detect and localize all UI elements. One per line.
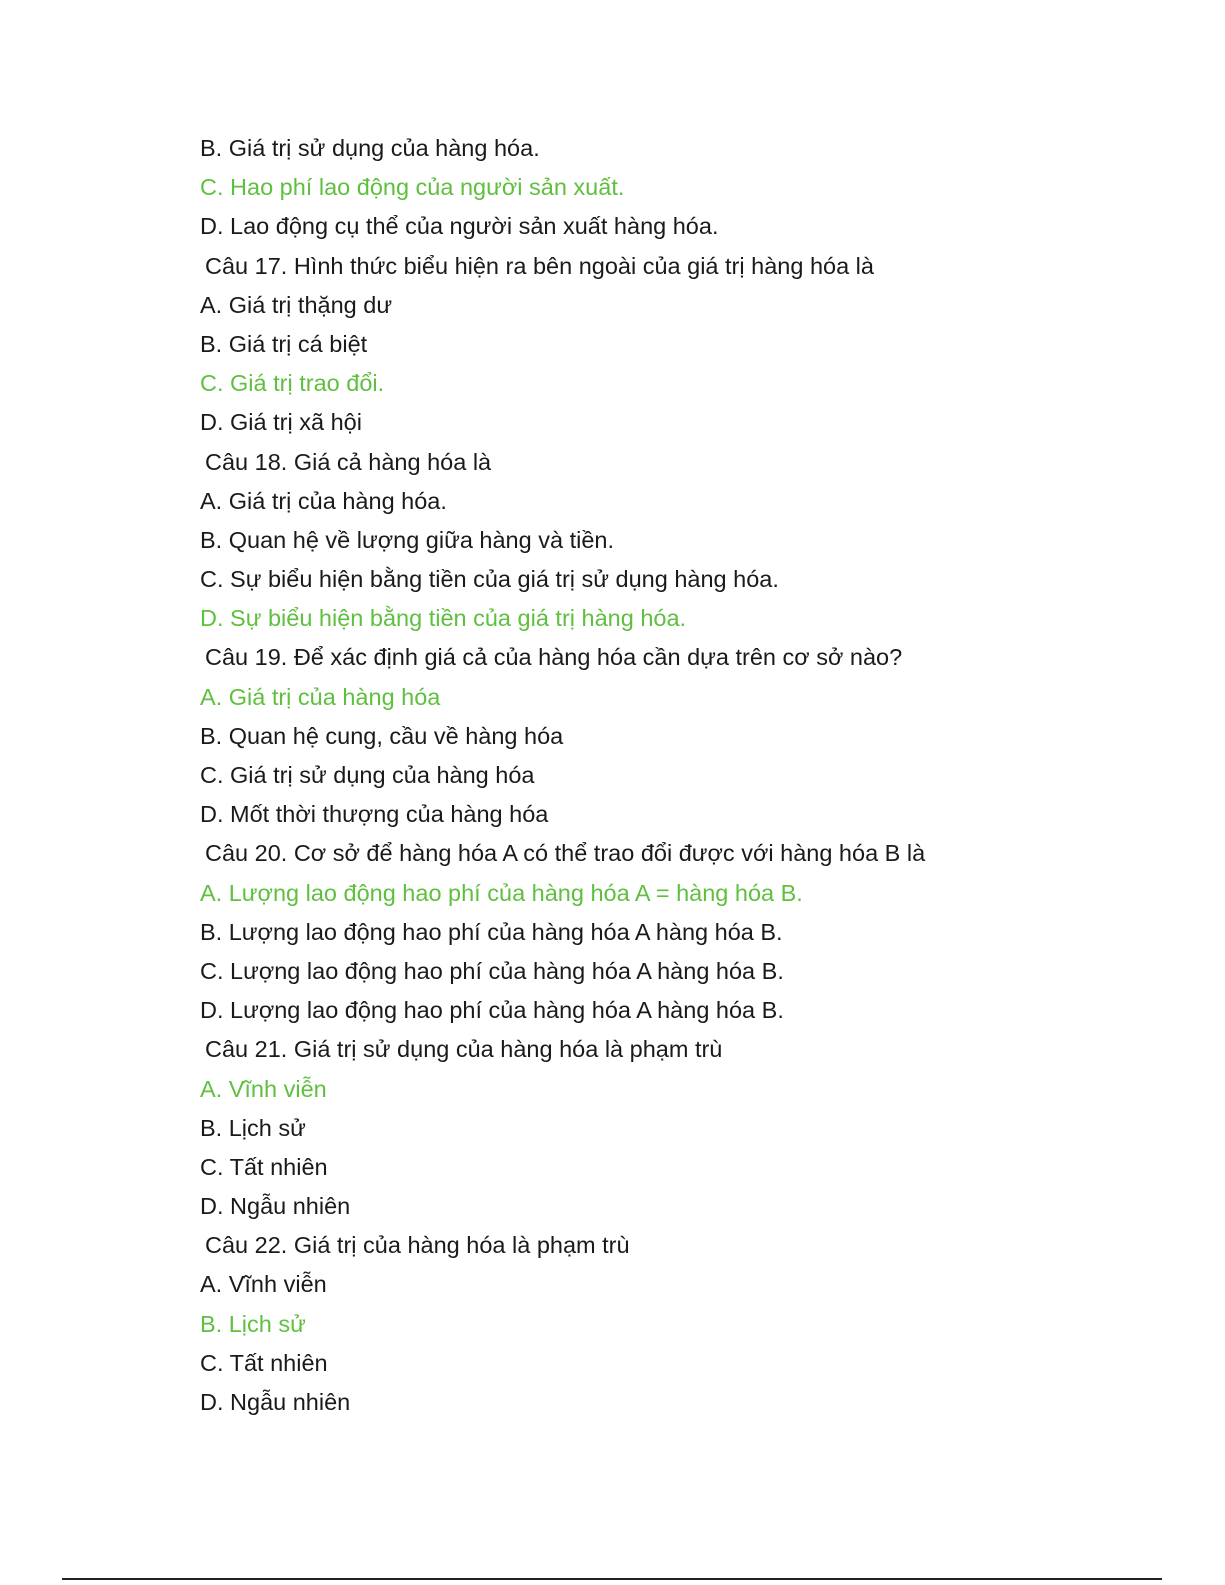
answer-option: C. Sự biểu hiện bằng tiền của giá trị sử dụng hàng hóa.: [200, 566, 779, 593]
answer-option-correct: A. Lượng lao động hao phí của hàng hóa A = hàng hóa B.: [200, 879, 803, 906]
answer-option: C. Tất nhiên: [200, 1153, 328, 1180]
answer-option-correct: B. Lịch sử: [200, 1310, 306, 1337]
answer-option-correct: A. Giá trị của hàng hóa: [200, 683, 441, 710]
answer-option: D. Giá trị xã hội: [200, 409, 362, 436]
answer-option: B. Lịch sử: [200, 1114, 306, 1141]
quiz-content: [200, 129, 1160, 1422]
answer-option-correct: D. Sự biểu hiện bằng tiền của giá trị hàng hóa.: [200, 605, 687, 632]
answer-option: A. Giá trị của hàng hóa.: [200, 487, 447, 514]
answer-option: C. Tất nhiên: [200, 1349, 328, 1376]
question-text: Câu 21. Giá trị sử dụng của hàng hóa là phạm trù: [205, 1036, 723, 1063]
question-text: Câu 17. Hình thức biểu hiện ra bên ngoài của giá trị hàng hóa là: [205, 252, 874, 279]
answer-option: B. Quan hệ về lượng giữa hàng và tiền.: [200, 526, 614, 553]
page-bottom-divider: [62, 1578, 1162, 1580]
answer-option: A. Giá trị thặng dư: [200, 291, 393, 318]
answer-option-correct: C. Hao phí lao động của người sản xuất.: [200, 174, 625, 201]
answer-option: D. Ngẫu nhiên: [200, 1389, 351, 1415]
answer-option: D. Mốt thời thượng của hàng hóa: [200, 801, 549, 828]
question-text: Câu 18. Giá cả hàng hóa là: [205, 448, 492, 475]
answer-option: D. Ngẫu nhiên: [200, 1193, 351, 1220]
answer-option: D. Lao động cụ thể của người sản xuất hàng hóa.: [200, 213, 719, 240]
answer-option: B. Lượng lao động hao phí của hàng hóa A hàng hóa B.: [200, 918, 783, 945]
question-text: Câu 22. Giá trị của hàng hóa là phạm trù: [205, 1232, 630, 1259]
answer-option: A. Vĩnh viễn: [200, 1271, 327, 1298]
answer-option-correct: A. Vĩnh viễn: [200, 1075, 327, 1102]
answer-option: B. Giá trị cá biệt: [200, 330, 368, 357]
answer-option: D. Lượng lao động hao phí của hàng hóa A hàng hóa B.: [200, 997, 784, 1024]
question-text: Câu 19. Để xác định giá cả của hàng hóa cần dựa trên cơ sở nào?: [205, 644, 903, 671]
question-text: Câu 20. Cơ sở để hàng hóa A có thể trao đổi được với hàng hóa B là: [205, 840, 926, 867]
answer-option: C. Lượng lao động hao phí của hàng hóa A hàng hóa B.: [200, 957, 784, 984]
answer-option: B. Giá trị sử dụng của hàng hóa.: [200, 135, 540, 161]
answer-option: C. Giá trị sử dụng của hàng hóa: [200, 762, 535, 788]
answer-option: B. Quan hệ cung, cầu về hàng hóa: [200, 722, 564, 749]
answer-option-correct: C. Giá trị trao đổi.: [200, 370, 385, 397]
